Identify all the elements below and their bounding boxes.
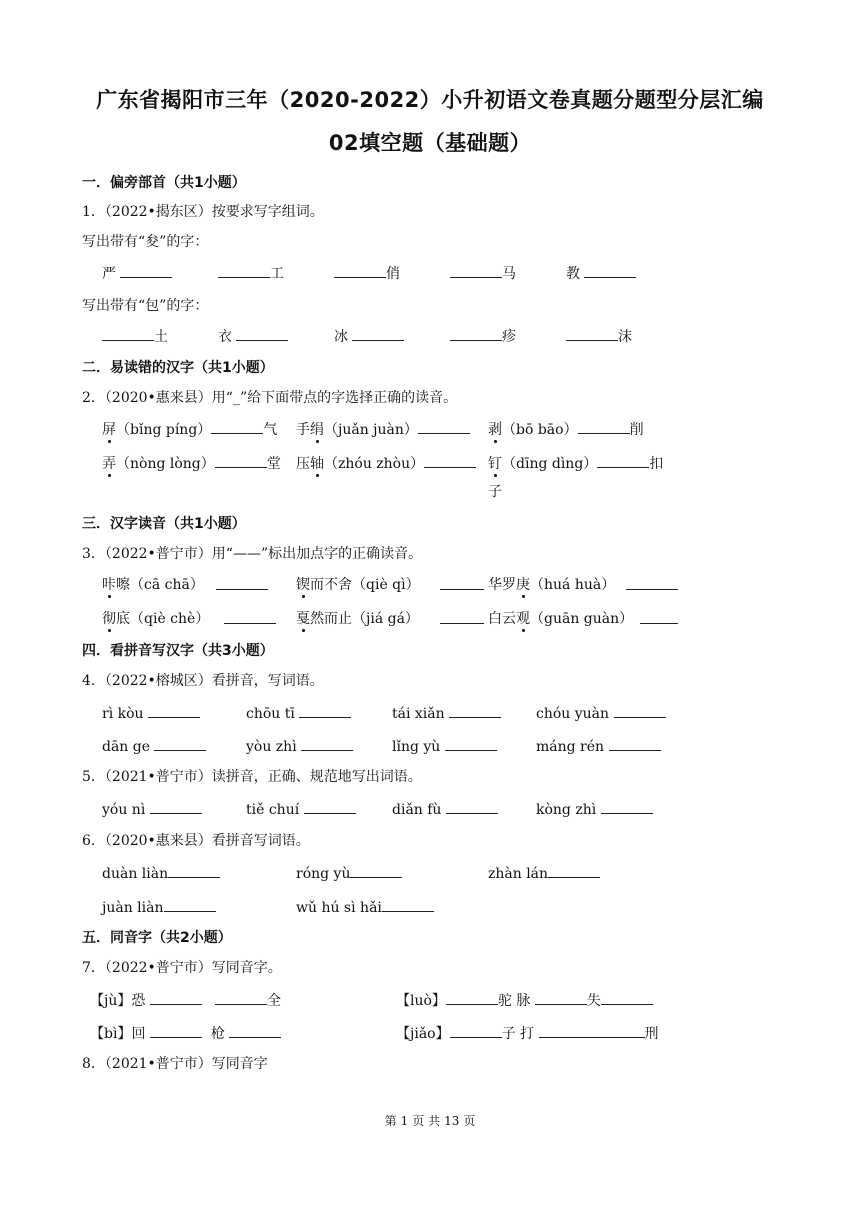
answer-blank[interactable] xyxy=(609,735,661,751)
question-stem: 7．（2022•普宁市）写同音字。 xyxy=(82,960,282,976)
answer-blank[interactable] xyxy=(334,262,386,278)
page-footer: 第 1 页 共 13 页 xyxy=(384,1114,476,1128)
answer-blank[interactable] xyxy=(120,262,172,278)
answer-blank[interactable] xyxy=(626,574,678,590)
answer-row: 【jù】恐 全 【luò】 驼 脉 失 xyxy=(0,989,860,1011)
answer-blank[interactable] xyxy=(450,325,502,341)
answer-blank[interactable] xyxy=(218,262,270,278)
question-stem: 1．（2022•揭东区）按要求写字组词。 xyxy=(82,204,324,220)
section-heading: 四．看拼音写汉字（共3小题） xyxy=(82,643,274,659)
answer-blank[interactable] xyxy=(304,798,356,814)
answer-blank[interactable] xyxy=(450,1022,502,1038)
answer-blank[interactable] xyxy=(224,608,276,624)
document-subtitle: 02填空题（基础题） xyxy=(328,131,532,155)
answer-blank[interactable] xyxy=(102,325,154,341)
answer-blank[interactable] xyxy=(229,1022,281,1038)
answer-blank[interactable] xyxy=(535,989,587,1005)
answer-blank[interactable] xyxy=(150,798,202,814)
section-heading: 三．汉字读音（共1小题） xyxy=(82,516,246,532)
answer-blank[interactable] xyxy=(566,325,618,341)
page-total: 13 xyxy=(444,1114,460,1128)
answer-row: duàn liàn róng yù zhàn lán xyxy=(0,862,860,884)
answer-row: 严 工 俏 马 教 xyxy=(0,262,860,284)
answer-blank[interactable] xyxy=(352,325,404,341)
section-heading: 五．同音字（共2小题） xyxy=(82,930,232,946)
answer-blank[interactable] xyxy=(168,862,220,878)
answer-blank[interactable] xyxy=(578,418,630,434)
answer-blank[interactable] xyxy=(164,896,216,912)
question-stem: 6．（2020•惠来县）看拼音写词语。 xyxy=(82,833,310,849)
page-number: 1 xyxy=(400,1114,409,1128)
answer-blank[interactable] xyxy=(154,735,206,751)
answer-blank[interactable] xyxy=(211,418,263,434)
answer-blank[interactable] xyxy=(601,989,653,1005)
answer-row: 【bì】回 枪 【jiǎo】 子 打 刑 xyxy=(0,1022,860,1044)
answer-blank[interactable] xyxy=(350,862,402,878)
answer-row: 咔嚓（cā chā） 锲而不舍（qiè qì） 华罗庚（huá huà） xyxy=(0,574,860,596)
document-title: 广东省揭阳市三年（2020-2022）小升初语文卷真题分题型分层汇编 xyxy=(96,88,764,112)
answer-blank[interactable] xyxy=(640,608,678,624)
answer-blank[interactable] xyxy=(424,452,476,468)
question-stem: 2．（2020•惠来县）用“_”给下面带点的字选择正确的读音。 xyxy=(82,390,458,406)
answer-blank[interactable] xyxy=(445,735,497,751)
answer-blank[interactable] xyxy=(440,608,484,624)
answer-row: 屏（bǐng píng） 气 手绢（juǎn juàn） 剥（bō bāo） 削 xyxy=(0,418,860,440)
answer-row: dān ge yòu zhì lǐng yù máng rén xyxy=(0,735,860,757)
answer-row-continuation: 子 xyxy=(488,484,502,500)
question-stem: 4．（2022•榕城区）看拼音，写词语。 xyxy=(82,673,324,689)
answer-blank[interactable] xyxy=(446,989,498,1005)
answer-blank[interactable] xyxy=(150,989,202,1005)
answer-blank[interactable] xyxy=(382,896,434,912)
answer-blank[interactable] xyxy=(299,702,351,718)
answer-blank[interactable] xyxy=(301,735,353,751)
question-stem: 8．（2021•普宁市）写同音字 xyxy=(82,1056,268,1072)
answer-blank[interactable] xyxy=(418,418,470,434)
answer-row: juàn liàn wǔ hú sì hǎi xyxy=(0,896,860,918)
answer-blank[interactable] xyxy=(148,702,200,718)
answer-blank[interactable] xyxy=(236,325,288,341)
answer-row: 彻底（qiè chè） 戛然而止（jiá gá） 白云观（guān guàn） xyxy=(0,608,860,630)
answer-blank[interactable] xyxy=(450,262,502,278)
answer-blank[interactable] xyxy=(446,798,498,814)
answer-blank[interactable] xyxy=(539,1022,645,1038)
question-stem: 5．（2021•普宁市）读拼音，正确、规范地写出词语。 xyxy=(82,769,422,785)
answer-row: rì kòu chōu tī tái xiǎn chóu yuàn xyxy=(0,702,860,724)
answer-blank[interactable] xyxy=(597,452,649,468)
answer-row: yóu nì tiě chuí diǎn fù kòng zhì xyxy=(0,798,860,820)
answer-blank[interactable] xyxy=(215,452,267,468)
answer-blank[interactable] xyxy=(440,574,484,590)
answer-blank[interactable] xyxy=(614,702,666,718)
answer-blank[interactable] xyxy=(601,798,653,814)
answer-blank[interactable] xyxy=(150,1022,202,1038)
answer-blank[interactable] xyxy=(449,702,501,718)
question-stem: 3．（2022•普宁市）用“——”标出加点字的正确读音。 xyxy=(82,546,423,562)
answer-row: 弄（nòng lòng） 堂 压轴（zhóu zhòu） 钉（dīng dìng） 扣 xyxy=(0,452,860,474)
answer-row: 土 衣 冰 疹 沫 xyxy=(0,325,860,347)
answer-blank[interactable] xyxy=(215,989,267,1005)
section-heading: 一．偏旁部首（共1小题） xyxy=(82,175,246,191)
section-heading: 二．易读错的汉字（共1小题） xyxy=(82,360,274,376)
question-subprompt: 写出带有“包”的字： xyxy=(82,298,209,314)
question-subprompt: 写出带有“夋”的字： xyxy=(82,234,209,250)
answer-blank[interactable] xyxy=(216,574,268,590)
answer-blank[interactable] xyxy=(584,262,636,278)
answer-blank[interactable] xyxy=(548,862,600,878)
